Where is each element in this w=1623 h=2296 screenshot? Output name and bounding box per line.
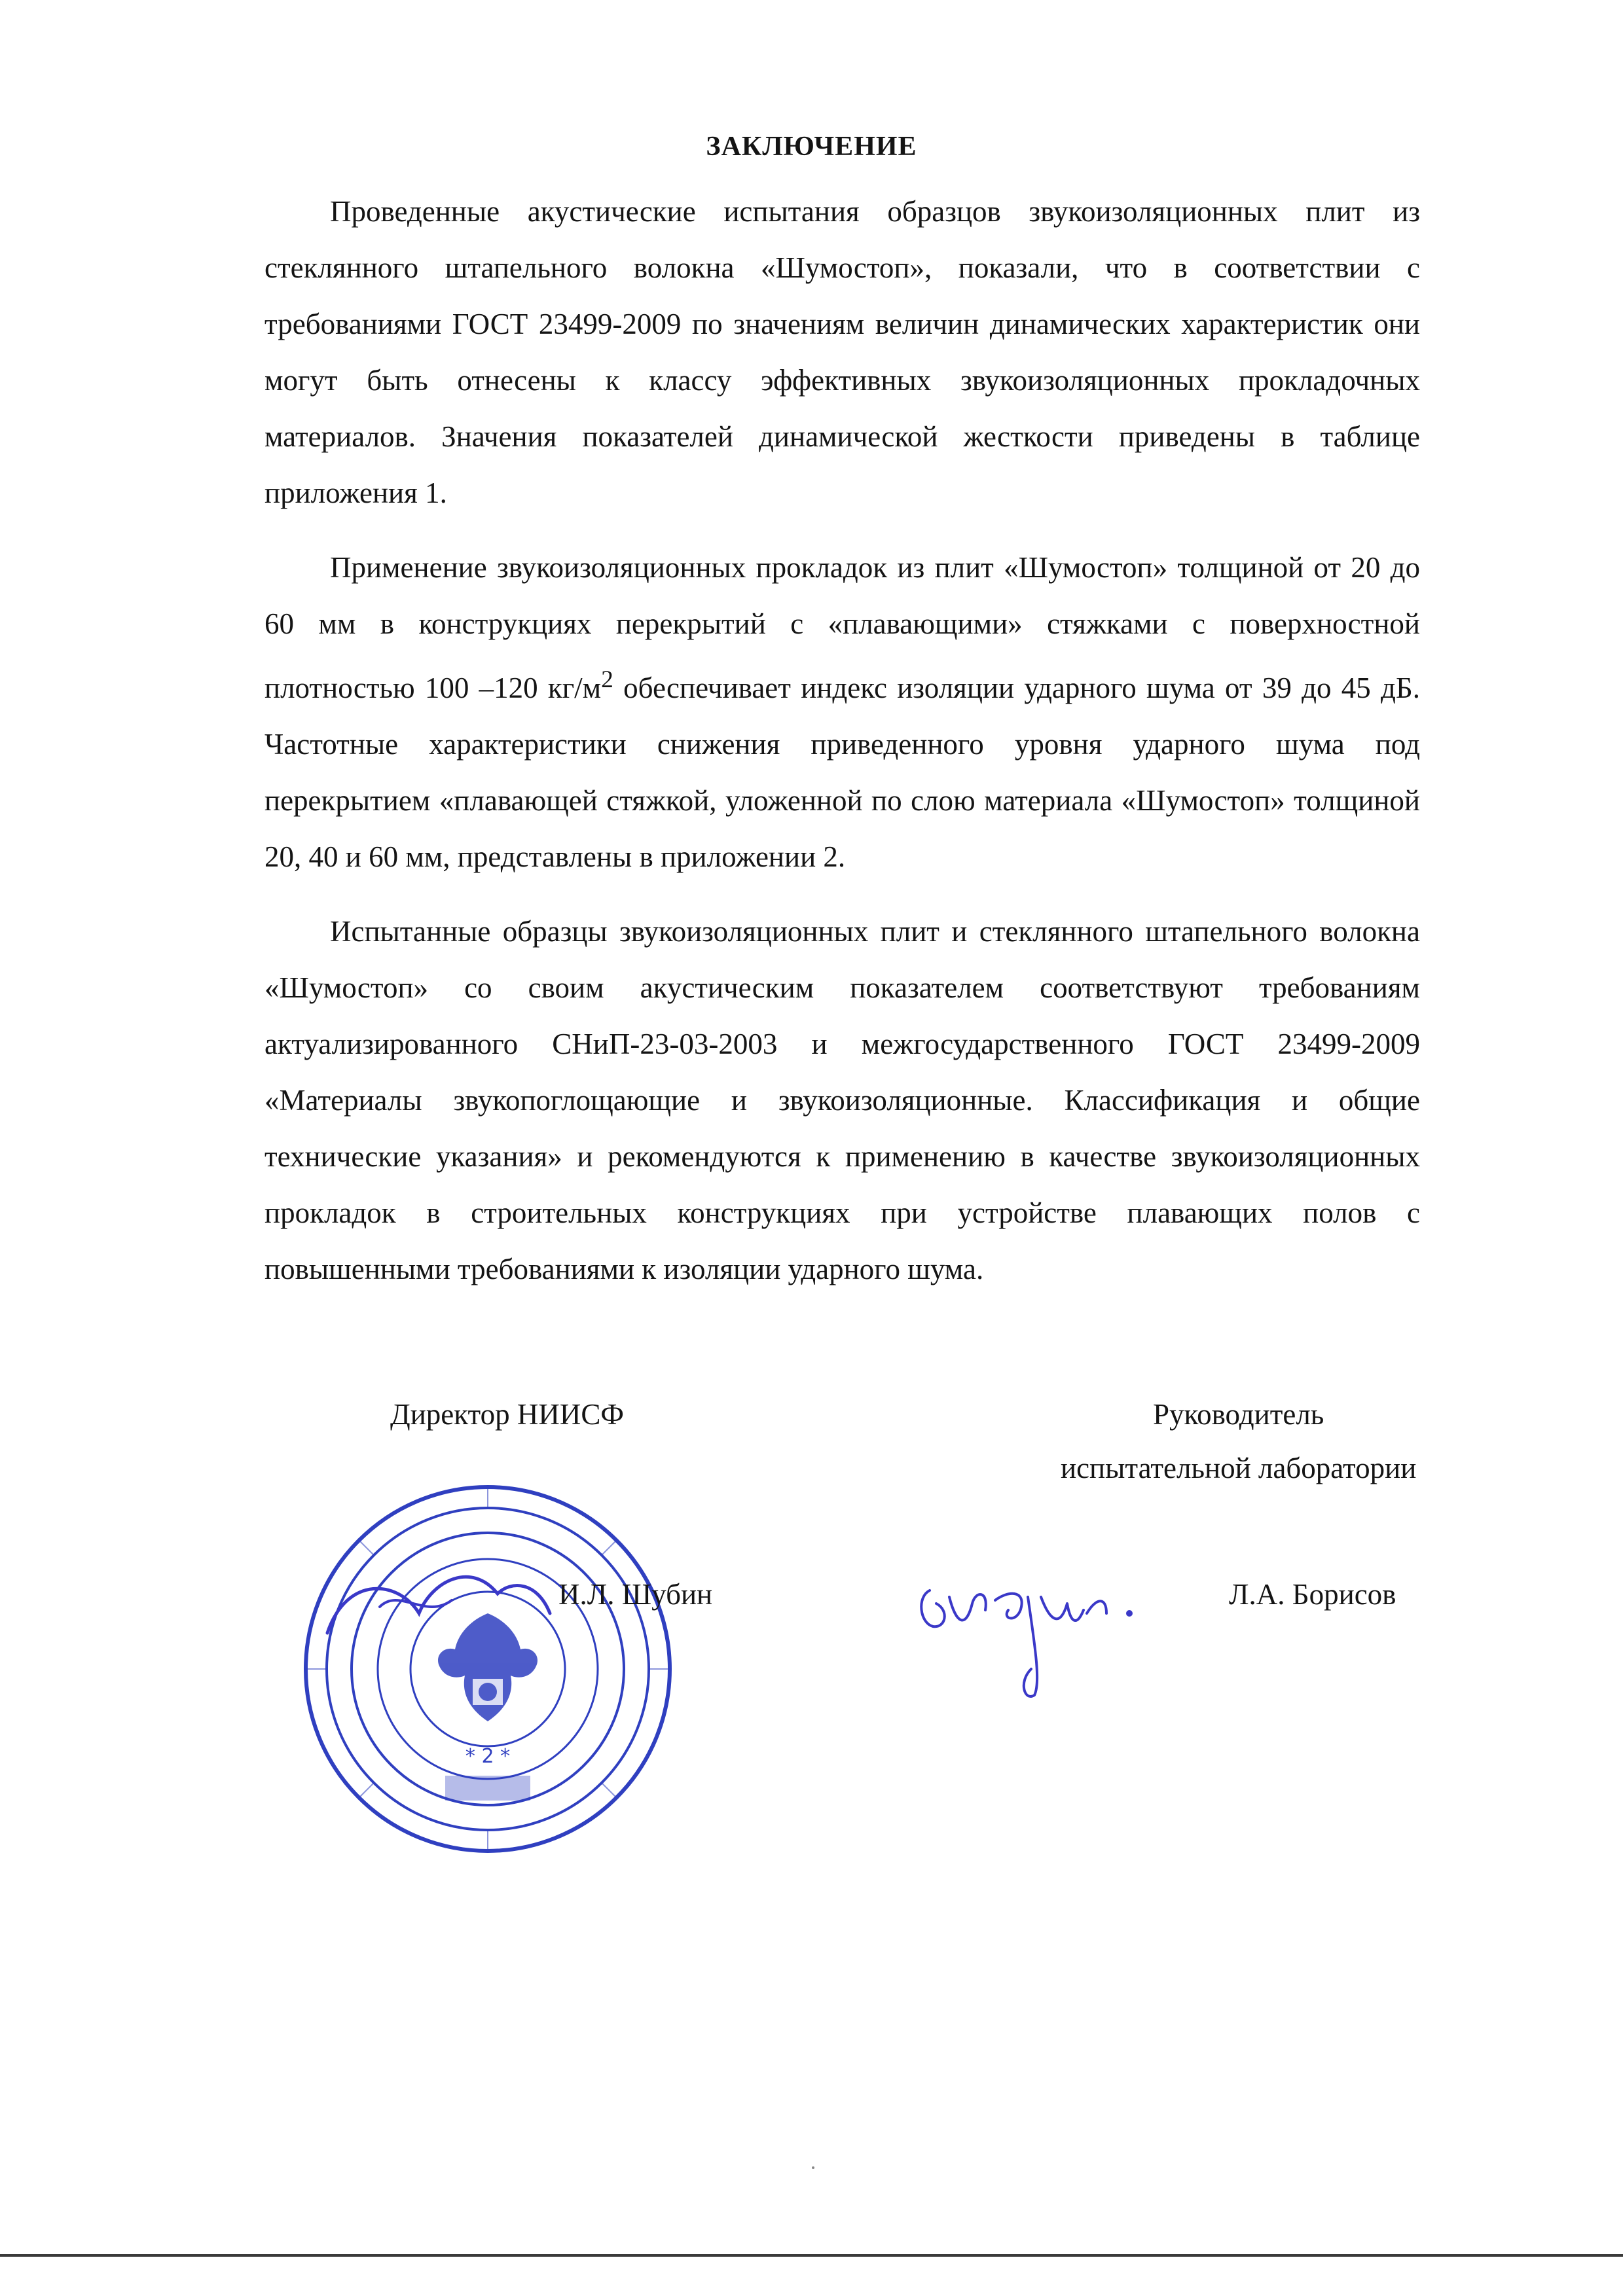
director-title: Директор НИИСФ [390, 1398, 624, 1431]
signature-left-title [390, 1388, 624, 1441]
lab-head-name: Л.А. Борисов [1229, 1578, 1396, 1611]
paragraph-2-part-1: Применение звукоизоляционных прокладок из плит «Шумостоп» толщиной от 20 до 60 мм в конструкциях перекрытий с «плавающими» стяжками с поверхностной плотностью 100 –120 кг/м [264, 551, 1420, 704]
paragraph-2-superscript: 2 [601, 666, 613, 693]
handwritten-signature-icon [910, 1551, 1165, 1708]
lab-head-title-line-1: Руководитель [1152, 1398, 1324, 1431]
paragraph-2 [264, 539, 1420, 885]
paragraph-1: Проведенные акустические испытания образцов звукоизоляционных плит из стеклянного штапельного волокна «Шумостоп», показали, что в соответствии с требованиями ГОСТ 23499-2009 по значениям величин динамических характеристик они могут быть отнесены к классу эффективных звукоизоляционных прокладочных материалов. Значения показателей динамической жесткости приведены в таблице приложения 1. [264, 195, 1420, 509]
scan-dot [812, 2166, 814, 2169]
scan-edge-line [0, 2254, 1623, 2257]
document-body [264, 183, 1420, 1316]
paragraph-2-part-2: обеспечивает индекс изоляции ударного шума от 39 до 45 дБ. Частотные характеристики снижения приведенного уровня ударного шума под перекрытием «плавающей стяжкой, уложенной по слою материала «Шумостоп» толщиной 20, 40 и 60 мм, представлены в приложении 2. [264, 672, 1420, 873]
signature-right-title [1061, 1388, 1416, 1495]
director-name: И.Л. Шубин [558, 1578, 713, 1611]
document-title: ЗАКЛЮЧЕНИЕ [706, 132, 917, 162]
paragraph-3: Испытанные образцы звукоизоляционных плит и стеклянного штапельного волокна «Шумостоп» со своим акустическим показателем соответствуют требованиям актуализированного СНиП-23-03-2003 и межгосударственного ГОСТ 23499-2009 «Материалы звукопоглощающие и звукоизоляционные. Классификация и общие технические указания» и рекомендуются к применению в качестве звукоизоляционных прокладок в строительных конструкциях при устройстве плавающих полов с повышенными требованиями к изоляции ударного шума. [264, 915, 1420, 1285]
lab-head-title-line-2: испытательной лаборатории [1061, 1452, 1417, 1484]
round-seal-icon [301, 1482, 674, 1856]
seal-number: * 2 * [465, 1745, 511, 1768]
